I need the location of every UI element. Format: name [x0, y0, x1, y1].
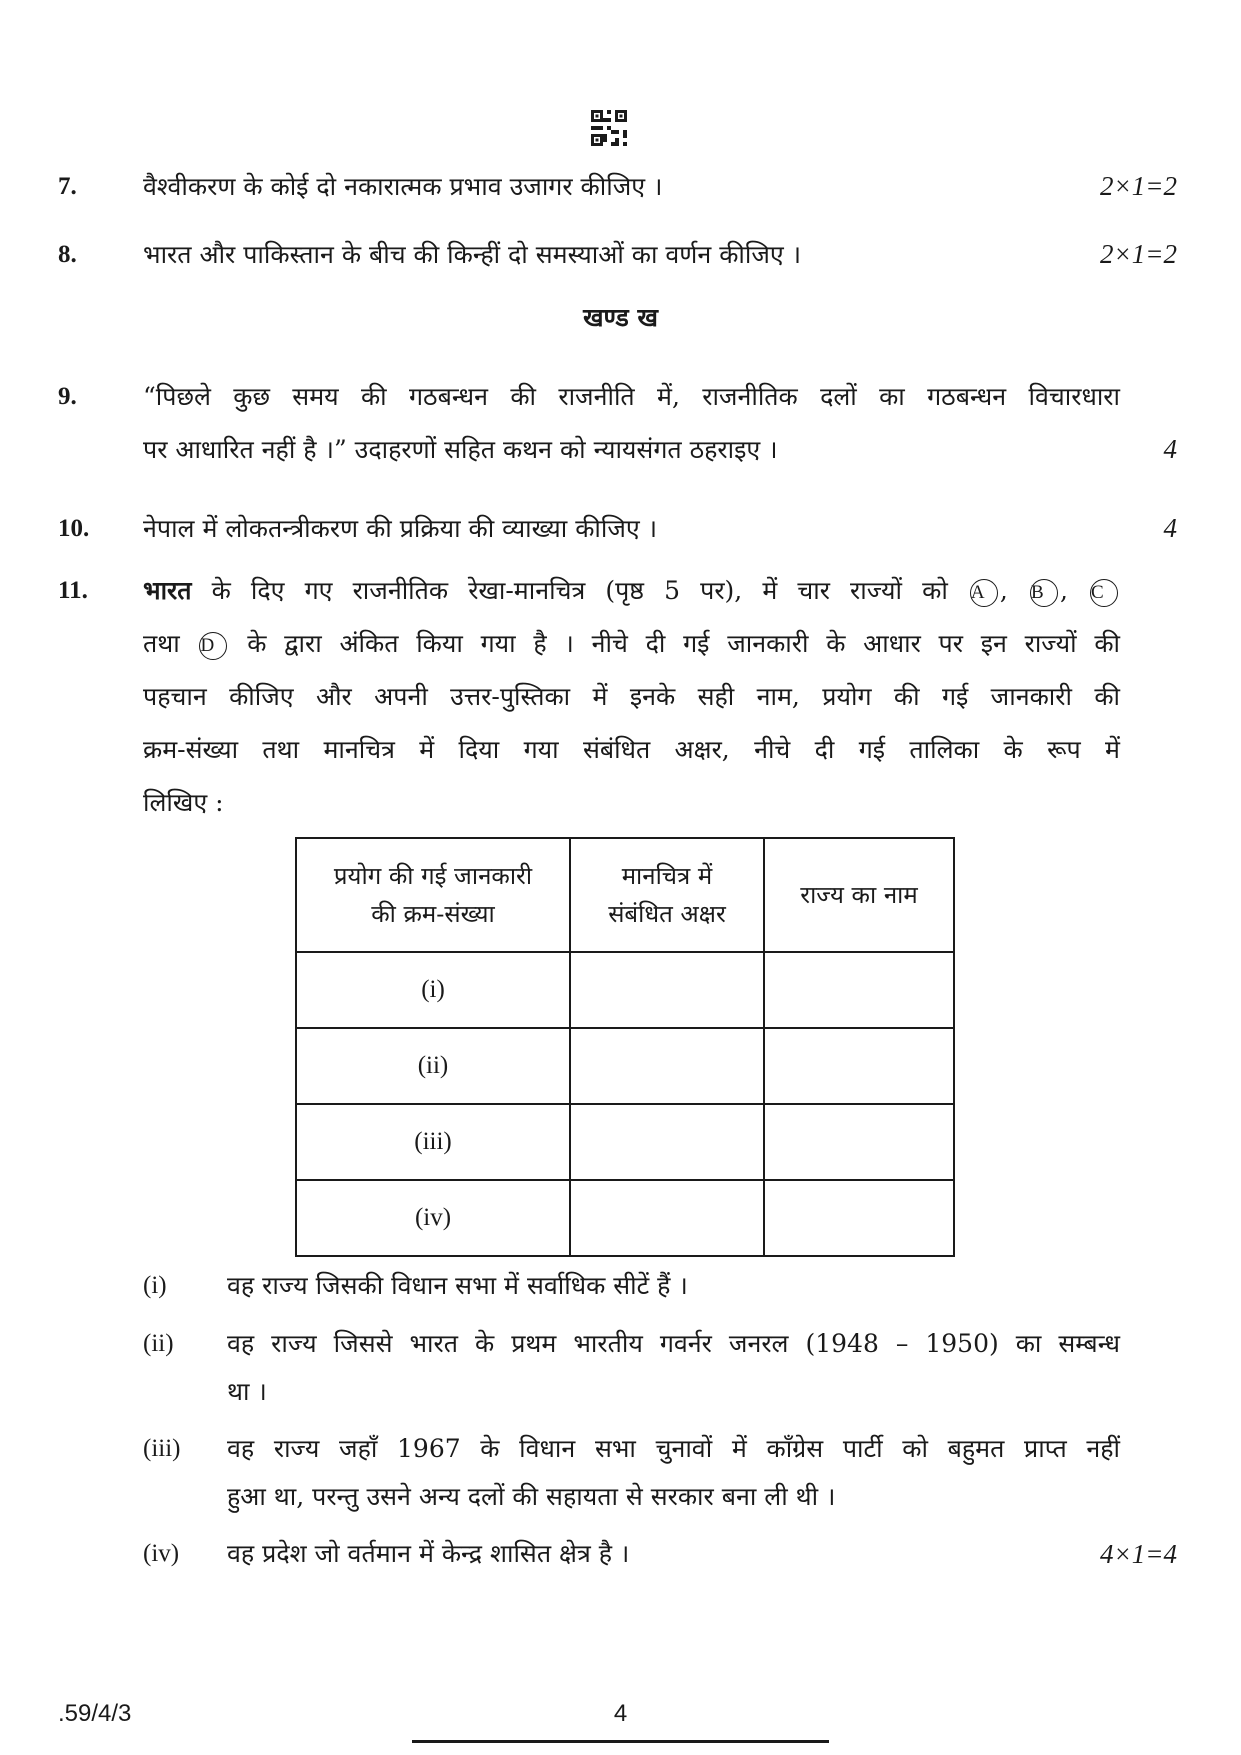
- header-state-name: राज्य का नाम: [764, 838, 954, 952]
- answer-table: [295, 837, 955, 1257]
- question-text: नेपाल में लोकतन्त्रीकरण की प्रक्रिया की व्याख्या कीजिए ।: [143, 514, 658, 543]
- question-text: वैश्वीकरण के कोई दो नकारात्मक प्रभाव उजागर कीजिए ।: [143, 172, 663, 201]
- question-text: भारत और पाकिस्तान के बीच की किन्हीं दो समस्याओं का वर्णन कीजिए ।: [143, 240, 802, 269]
- sub-item-number: (i): [143, 1272, 167, 1299]
- table-row: (iii): [296, 1104, 954, 1180]
- q11-line-3: पहचान कीजिए और अपनी उत्तर-पुस्तिका में इनके सही नाम, प्रयोग की गई जानकारी की: [143, 682, 1120, 711]
- question-number: 9.: [58, 383, 77, 410]
- q11-line-1: भारत के दिए गए राजनीतिक रेखा-मानचित्र (पृष्ठ 5 पर), में चार राज्यों को A , B , C: [143, 564, 1120, 617]
- question-text-line-1: “पिछले कुछ समय की गठबन्धन की राजनीति में, राजनीतिक दलों का गठबन्धन विचारधारा: [143, 382, 1120, 411]
- header-map-letter: मानचित्र में संबंधित अक्षर: [570, 838, 764, 952]
- question-number: 8.: [58, 241, 77, 268]
- question-number: 10.: [58, 515, 90, 542]
- marks: 4×1=4: [1100, 1539, 1177, 1569]
- paper-code: .59/4/3: [58, 1700, 132, 1727]
- page-number: 4: [613, 1700, 628, 1727]
- sub-item-number: (ii): [143, 1330, 174, 1357]
- map-letter-b: B: [1030, 579, 1058, 607]
- header-info-number: प्रयोग की गई जानकारी की क्रम-संख्या: [296, 838, 570, 952]
- q11-line-4: क्रम-संख्या तथा मानचित्र में दिया गया संबंधित अक्षर, नीचे दी गई तालिका के रूप में: [143, 735, 1120, 764]
- table-header-row: [296, 838, 954, 952]
- qr-code-icon: [591, 110, 627, 146]
- section-title: खण्ड ख: [583, 303, 658, 332]
- sub-item-number: (iv): [143, 1540, 180, 1567]
- map-letter-a: A: [970, 579, 998, 607]
- question-text-line-2: पर आधारित नहीं है ।” उदाहरणों सहित कथन को न्यायसंगत ठहराइए ।: [143, 435, 778, 464]
- question-number: 11.: [58, 577, 88, 604]
- q11-line-5: लिखिए :: [143, 788, 224, 817]
- question-number: 7.: [58, 173, 77, 200]
- table-row: (ii): [296, 1028, 954, 1104]
- q11-line-2: तथा D के द्वारा अंकित किया गया है । नीचे दी गई जानकारी के आधार पर इन राज्यों की: [143, 629, 1120, 658]
- marks: 4: [1163, 513, 1177, 543]
- sub-item-number: (iii): [143, 1435, 181, 1462]
- table-row: (iv): [296, 1180, 954, 1256]
- marks: 2×1=2: [1100, 239, 1177, 269]
- map-letter-c: C: [1090, 579, 1118, 607]
- marks: 2×1=2: [1100, 171, 1177, 201]
- marks: 4: [1163, 434, 1177, 464]
- footer-rule: [412, 1740, 829, 1743]
- map-letter-d: D: [199, 632, 227, 660]
- table-row: (i): [296, 952, 954, 1028]
- q11-bold-word: भारत: [143, 576, 192, 605]
